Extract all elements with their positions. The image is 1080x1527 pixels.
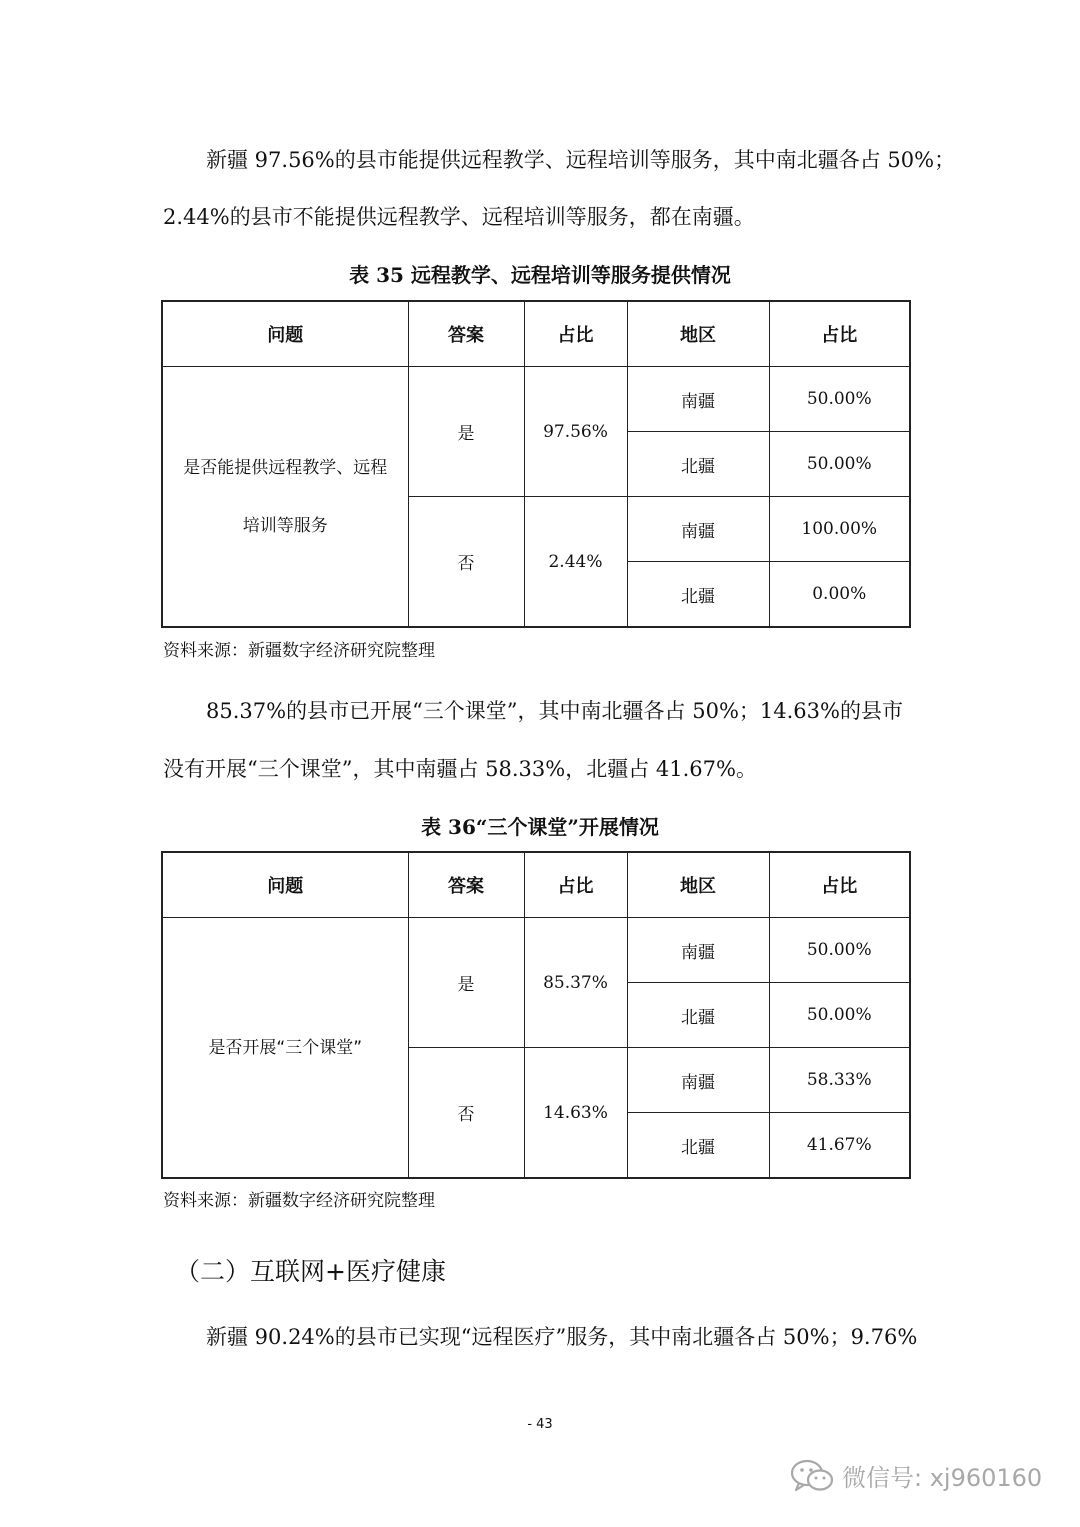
- header-answer: 答案: [408, 852, 524, 918]
- table-36: [161, 851, 911, 1179]
- region-cell: 南疆: [627, 497, 769, 562]
- table-35-source: 资料来源：新疆数字经济研究院整理: [163, 641, 435, 661]
- table-35-header-row: [162, 301, 910, 367]
- header-ratio: 占比: [524, 852, 627, 918]
- header-region: 地区: [627, 301, 769, 367]
- header-question: 问题: [162, 301, 408, 367]
- region-ratio-cell: 50.00%: [769, 367, 910, 432]
- region-ratio-cell: 100.00%: [769, 497, 910, 562]
- question-line-2: 培训等服务: [242, 515, 328, 536]
- intro-line-1: 新疆 97.56%的县市能提供远程教学、远程培训等服务，其中南北疆各占 50%；: [206, 148, 956, 172]
- region-ratio-cell: 41.67%: [769, 1113, 910, 1179]
- ratio-cell: 97.56%: [524, 367, 627, 497]
- header-question: 问题: [162, 852, 408, 918]
- ratio-cell: 14.63%: [524, 1048, 627, 1179]
- section-heading: （二）互联网+医疗健康: [175, 1257, 446, 1286]
- wechat-watermark: [790, 1458, 1042, 1493]
- wechat-icon: [790, 1459, 834, 1493]
- answer-cell: 是: [408, 367, 524, 497]
- answer-cell: 否: [408, 497, 524, 628]
- middle-line-2: 没有开展“三个课堂”，其中南疆占 58.33%，北疆占 41.67%。: [163, 757, 757, 781]
- region-cell: 北疆: [627, 1113, 769, 1179]
- header-ratio: 占比: [524, 301, 627, 367]
- region-cell: 南疆: [627, 367, 769, 432]
- header-region-ratio: 占比: [769, 301, 910, 367]
- table-36-caption: 表 36“三个课堂”开展情况: [421, 815, 659, 839]
- middle-line-1: 85.37%的县市已开展“三个课堂”，其中南北疆各占 50%；14.63%的县市: [206, 699, 903, 723]
- watermark-text: 微信号: xj960160: [842, 1464, 1043, 1492]
- table-row: [162, 918, 910, 983]
- table-35: [161, 300, 911, 628]
- table-36-header-row: [162, 852, 910, 918]
- header-region-ratio: 占比: [769, 852, 910, 918]
- region-ratio-cell: 0.00%: [769, 562, 910, 628]
- question-cell: [162, 367, 408, 628]
- table-36-source: 资料来源：新疆数字经济研究院整理: [163, 1191, 435, 1211]
- region-ratio-cell: 50.00%: [769, 983, 910, 1048]
- region-ratio-cell: 50.00%: [769, 432, 910, 497]
- region-ratio-cell: 50.00%: [769, 918, 910, 983]
- region-cell: 北疆: [627, 983, 769, 1048]
- region-ratio-cell: 58.33%: [769, 1048, 910, 1113]
- ratio-cell: 85.37%: [524, 918, 627, 1048]
- intro-line-2: 2.44%的县市不能提供远程教学、远程培训等服务，都在南疆。: [163, 205, 755, 229]
- region-cell: 南疆: [627, 1048, 769, 1113]
- answer-cell: 是: [408, 918, 524, 1048]
- page-number: - 43: [527, 1417, 553, 1432]
- answer-cell: 否: [408, 1048, 524, 1179]
- table-row: [162, 367, 910, 432]
- region-cell: 南疆: [627, 918, 769, 983]
- question-cell: 是否开展“三个课堂”: [162, 918, 408, 1179]
- header-region: 地区: [627, 852, 769, 918]
- question-line-1: 是否能提供远程教学、远程: [183, 457, 388, 478]
- section-line-1: 新疆 90.24%的县市已实现“远程医疗”服务，其中南北疆各占 50%；9.76%: [206, 1325, 918, 1349]
- region-cell: 北疆: [627, 562, 769, 628]
- table-35-caption: 表 35 远程教学、远程培训等服务提供情况: [349, 263, 731, 287]
- header-answer: 答案: [408, 301, 524, 367]
- ratio-cell: 2.44%: [524, 497, 627, 628]
- region-cell: 北疆: [627, 432, 769, 497]
